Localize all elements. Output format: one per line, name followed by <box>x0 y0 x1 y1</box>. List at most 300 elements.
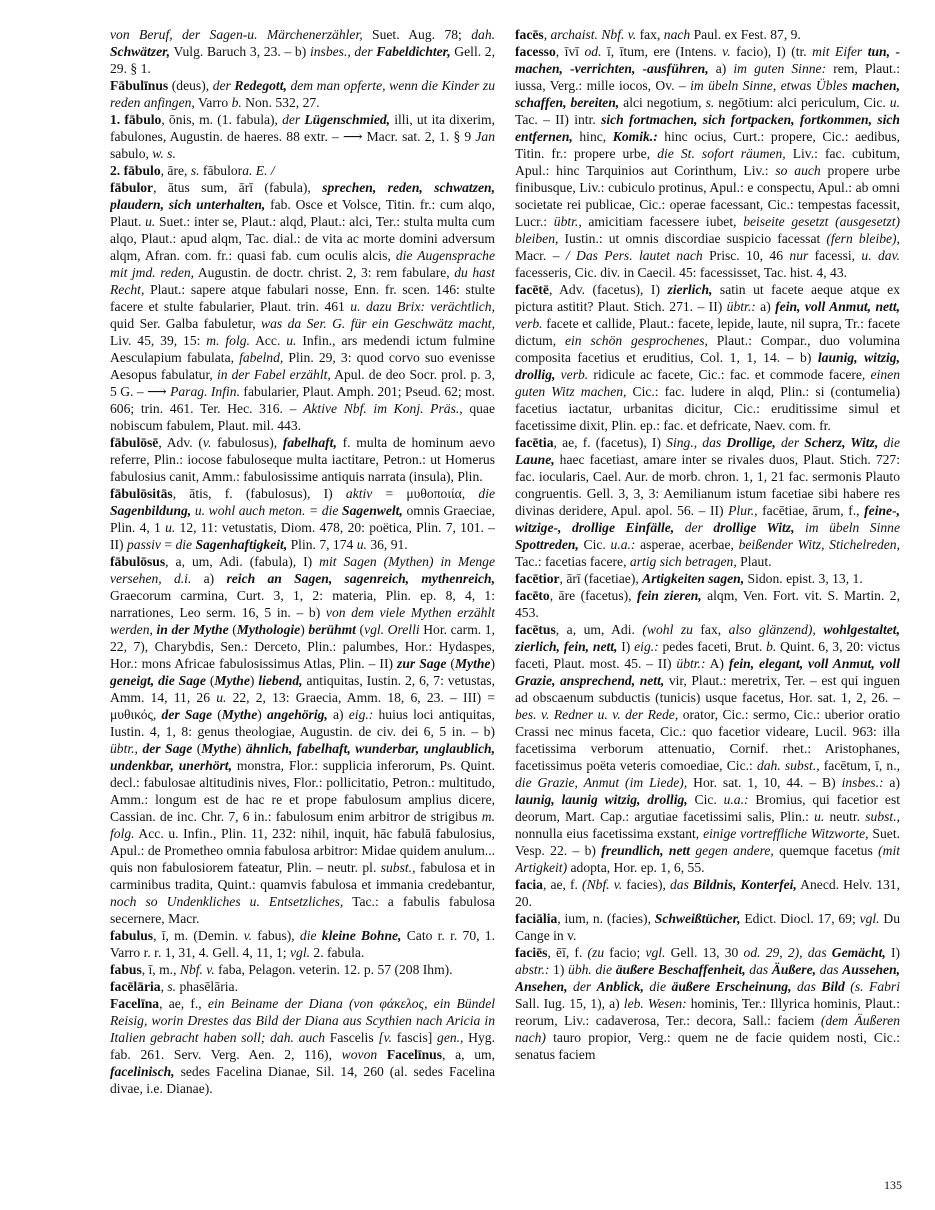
italic-text: der <box>775 435 805 450</box>
italic-text: das <box>745 962 772 977</box>
bold-italic-text: sprechen, reden, schwatzen, plaudern, sich unterhalten, <box>110 180 495 212</box>
text-run: Suet. Aug. 78; <box>362 27 472 42</box>
headword: faciēs <box>515 945 548 960</box>
bold-italic-text: berühmt <box>308 622 356 637</box>
text-run: 1) <box>549 962 569 977</box>
italic-text: (dem Äußeren nach) <box>515 1013 900 1045</box>
italic-text: u. <box>286 333 297 348</box>
bold-italic-text: ähnlich, fabelhaft, wunderbar, unglaublich, undenkbar, unerhört, <box>110 741 495 773</box>
text-run: Fascelis <box>325 1030 379 1045</box>
italic-text: verb. <box>555 367 589 382</box>
text-run: Graecorum carmina, Curt. 3, 1, 2: materia, Plin. ep. 8, 4, 1: narrationes, Leo serm. 16, 5 in. – b) <box>110 588 495 620</box>
bold-italic-text: Schweißtücher, <box>654 911 741 926</box>
italic-text: im übeln Sinne, etwas Übles <box>690 78 853 93</box>
bold-italic-text: facelinisch, <box>110 1064 175 1079</box>
italic-text: nach <box>663 27 691 42</box>
text-run: fab. Osce et Volsce, Titin. fr.: cum alqo, Plaut. <box>110 197 495 229</box>
italic-text: der <box>674 520 714 535</box>
italic-text: der <box>567 979 597 994</box>
text-run: a) <box>708 61 734 76</box>
text-run: fabus), <box>252 928 300 943</box>
bold-italic-text: Spottreden, <box>515 537 579 552</box>
italic-text: u.a.: <box>610 537 636 552</box>
text-run: I) <box>885 945 900 960</box>
italic-text: eig.: <box>634 639 659 654</box>
bold-italic-text: Schwätzer, <box>110 44 171 59</box>
bold-italic-text: Mythe <box>221 707 258 722</box>
text-run: , ātis, f. (fabulosus), I) <box>172 486 346 501</box>
italic-text: b. <box>766 639 777 654</box>
text-run: , āre (facetus), <box>549 588 637 603</box>
bold-italic-text: in der Mythe <box>152 622 229 637</box>
text-run: , ātus sum, ārī (fabula), <box>153 180 323 195</box>
italic-text: Parag. Infin. <box>170 384 240 399</box>
italic-text: u.a.: <box>723 792 749 807</box>
bold-italic-text: Lügenschmied, <box>304 112 391 127</box>
text-run: Prisc. 10, 46 <box>702 248 790 263</box>
italic-text: also glänzend), <box>728 622 816 637</box>
text-run: antiquitas, Iustin. 2, 6, 7: vetustas, Amm. 14, 11, 26 <box>110 673 495 705</box>
text-run: f. multa de hominum aevo referre, Plin.: iocose fabuloseque multa iactitare, Petron.: ut Homerus fabulosius canit, Amm.: fabulosissime antiquis narrata (insula), Plin. <box>110 435 495 484</box>
text-run: Sidon. epist. 3, 13, 1. <box>744 571 863 586</box>
italic-text: fabelnd, <box>239 350 284 365</box>
text-run: Bromius, qui facetior est deorum, Mart. Cap.: argutiae facetissimi salis, Plin.: <box>515 792 900 824</box>
text-run: , Adv. ( <box>158 435 203 450</box>
text-run: ridicule ac facete, Cic.: fac. et commode facere, <box>588 367 871 382</box>
text-run: facio), I) (tr. <box>730 44 813 59</box>
text-run: ( <box>212 707 222 722</box>
text-run: facessi, <box>808 248 862 263</box>
italic-text: abstr.: <box>515 962 550 977</box>
text-run: vir, Plaut.: meretrix, Ter. – est qui inguen ad obscaenum subductis (tunicis) usque facetus, Hor. sat. 1, 2, 26. – <box>515 673 900 705</box>
italic-text: u. <box>814 809 825 824</box>
italic-text: gegen andere, <box>690 843 774 858</box>
italic-text: so auch <box>775 163 821 178</box>
text-run: , ae, f. <box>542 877 583 892</box>
headword: Facelīnus <box>386 1047 442 1062</box>
text-run: , ae, f., <box>159 996 208 1011</box>
headword: 2. fābulo <box>110 163 161 178</box>
text-run: , <box>160 979 168 994</box>
text-run: facētiae, ārum, f., <box>757 503 865 518</box>
bold-italic-text: machen, schaffen, bereiten, <box>515 78 900 110</box>
text-run: hinc, <box>572 129 613 144</box>
italic-text: eig.: <box>348 707 374 722</box>
italic-text: beißender Witz, Stichelreden, <box>738 537 900 552</box>
italic-text: v. <box>202 435 212 450</box>
headword: facia <box>515 877 543 892</box>
bold-italic-text: sich fortmachen, sich fortpacken, fortkommen, sich entfernen, <box>515 112 900 144</box>
italic-text: bes. v. Redner u. v. der Rede, <box>515 707 679 722</box>
dictionary-entry <box>515 281 900 434</box>
text-run: ( <box>355 622 365 637</box>
text-run: fascis] <box>392 1030 438 1045</box>
italic-text: die St. sofort räumen, <box>657 146 786 161</box>
text-run: phasēlāria. <box>176 979 238 994</box>
headword: 1. fābulo <box>110 112 162 127</box>
bold-italic-text: Sagenbildung, <box>110 503 192 518</box>
italic-text: das <box>816 962 843 977</box>
text-run: a) <box>191 571 227 586</box>
bold-italic-text: Laune, <box>515 452 555 467</box>
italic-text: insbes., der <box>309 44 377 59</box>
italic-text: s. <box>190 163 200 178</box>
dictionary-entry <box>515 43 900 281</box>
italic-text: die Augensprache mit jmd. reden, <box>110 248 495 280</box>
italic-text: w. s. <box>152 146 176 161</box>
italic-text: / Das Pers. lautet nach <box>565 248 703 263</box>
text-run: fābulor <box>199 163 243 178</box>
italic-text: verb. <box>515 316 543 331</box>
headword: fābulōsē <box>110 435 159 450</box>
text-run: Hyg. fab. 261. Serv. Verg. Aen. 2, 116), <box>110 1030 495 1062</box>
italic-text: ein schön gesprochenes, <box>565 333 708 348</box>
text-run: ī, ītum, ere (Intens. <box>601 44 723 59</box>
text-run: Quint. 6, 3, 20: victus faceti, Plaut. most. 45. – II) <box>515 639 900 671</box>
italic-text: wovon <box>341 1047 378 1062</box>
italic-text: die <box>175 537 196 552</box>
text-run: ) <box>490 656 495 671</box>
text-run: monstra, Flor.: supplicia inferorum, Ps. Quint. decl.: fabulosae altitudinis nives, Flor.: pollicitatio, Petron.: multitudo, Amm.: longum est de hac re et prope fabulosum amplius dicere, Cassian. de inc. Chr. 7, 6 in.: fabulosum enim arbitror de strigibus <box>110 758 495 824</box>
text-run: facētum, ī, n., <box>819 758 900 773</box>
bold-italic-text: der Sage <box>137 741 193 756</box>
text-run: haec facetiast, amare inter se rivales duos, Plaut. Stich. 727: fac. iocularis, Cael. Aur. de morb. chron. 1, 1, 21 fac. sermonis Plauto congruentis. Gell. 3, 3, 3: Aemilianum istum facetiae sibi habere res divinas deridere, Apul. apol. 56. – II) <box>515 452 900 518</box>
italic-text: (zu <box>587 945 605 960</box>
italic-text: passiv <box>126 537 161 552</box>
dictionary-entry <box>515 570 900 587</box>
text-run: omnis Graeciae, Plin. 4, 1 <box>110 503 495 535</box>
bold-italic-text: Drollige, <box>726 435 776 450</box>
text-run: illi, ut ita dixerim, fabulones, Augustin. de haeres. 88 extr. – ⟶ Macr. sat. 2, 1. § 9 <box>110 112 495 144</box>
italic-text: das <box>791 979 822 994</box>
italic-text: der <box>212 78 235 93</box>
italic-text: Sing., das <box>666 435 727 450</box>
italic-text: von dem viele Mythen erzählt werden, <box>110 605 495 637</box>
bold-italic-text: angehörig, <box>267 707 328 722</box>
italic-text: die Grazie, Anmut (im Liede), <box>515 775 688 790</box>
text-run: Infin., ars medendi ictum fulmine Aesculapium fabulata, <box>110 333 495 365</box>
text-run: neutr. <box>824 809 866 824</box>
text-run: Apul. de deo Socr. prol. p. 3, 5 G. – ⟶ <box>110 367 495 399</box>
text-run: ) <box>300 622 309 637</box>
text-run <box>377 1047 387 1062</box>
italic-text: übtr.: <box>726 299 756 314</box>
left-column <box>110 26 495 1186</box>
text-run: ( <box>228 622 237 637</box>
dictionary-entry <box>515 587 900 621</box>
headword: fabulus <box>110 928 154 943</box>
italic-text: was da Ser. G. für ein Geschwätz macht, <box>261 316 495 331</box>
text-run: facio; <box>604 945 646 960</box>
dictionary-entry <box>110 927 495 961</box>
dictionary-entry <box>515 876 900 910</box>
text-run: ) <box>257 707 267 722</box>
text-run: Hor. sat. 1, 10, 44. – B) <box>687 775 842 790</box>
text-run: asperae, acerbae, <box>635 537 739 552</box>
headword: faciālia <box>515 911 558 926</box>
text-run: Cic.: fac. ludere in alqd, Plin.: si (contumelia) facetius iactatur, urbanitas dicitur, Cic.: eruditissime simul et facetissime dixit, Plin. ep.: fac. et defricate, Naev. com. fr. <box>515 384 900 433</box>
italic-text: u. <box>216 690 227 705</box>
text-run: quae nobiscum fabulem, Plaut. mil. 443. <box>110 401 495 433</box>
dictionary-entry <box>110 179 495 434</box>
dictionary-entry <box>515 621 900 876</box>
italic-text: mit Eifer <box>812 44 863 59</box>
text-run: faba, Pelagon. veterin. 12. p. 57 (208 Ihm). <box>214 962 453 977</box>
italic-text: die <box>299 928 322 943</box>
italic-text: der <box>282 112 305 127</box>
text-run: fax, <box>692 622 729 637</box>
text-run: , a, um, <box>442 1047 495 1062</box>
text-run: a) <box>883 775 900 790</box>
italic-text: dah. subst., <box>756 758 820 773</box>
text-run: , ī, m. (Demin. <box>153 928 244 943</box>
text-run: Plaut.: Compar., duo volumina composita facetius et eruditius, Col. 1, 1, 14. – b) <box>515 333 900 365</box>
bold-italic-text: drollige Witz, <box>713 520 795 535</box>
italic-text: übtr., <box>110 741 138 756</box>
headword: fabus <box>110 962 142 977</box>
bold-italic-text: Mythe <box>214 673 250 688</box>
text-run: (deus), <box>168 78 213 93</box>
text-run: = μυθοποιία, <box>372 486 479 501</box>
text-run: Non. 532, 27. <box>241 95 320 110</box>
italic-text: a. E. / <box>242 163 275 178</box>
italic-text: subst., <box>380 860 416 875</box>
text-run: 36, 91. <box>366 537 408 552</box>
bold-italic-text: Sagenwelt, <box>342 503 403 518</box>
italic-text: noch so Undenkliches u. Entsetzliches, <box>110 894 344 909</box>
text-run: Paul. ex Fest. 87, 9. <box>690 27 801 42</box>
text-run: , īvī <box>555 44 585 59</box>
bold-italic-text: äußere Erscheinung, <box>671 979 792 994</box>
dictionary-entry <box>110 111 495 162</box>
italic-text: übtr.: <box>676 656 706 671</box>
italic-text: leb. Wesen: <box>623 996 687 1011</box>
text-run: A) <box>705 656 729 671</box>
text-run: pedes faceti, Brut. <box>658 639 767 654</box>
text-run: negōtium: alci periculum, Cic. <box>714 95 890 110</box>
italic-text: subst., <box>865 809 900 824</box>
italic-text: beiseite gesetzt (ausgesetzt) bleiben, <box>515 214 900 246</box>
text-run: Plin. 29, 3: quod corvo suo evenisse Aesopus fabulatur, <box>110 350 495 382</box>
dictionary-entry <box>110 26 495 77</box>
text-run: a) <box>327 707 349 722</box>
bold-italic-text: Mythe <box>201 741 237 756</box>
dictionary-entry <box>110 553 495 927</box>
headword: fābulor <box>110 180 154 195</box>
text-run: Sall. Iug. 15, 1), a) <box>515 996 624 1011</box>
italic-text: aktiv <box>345 486 373 501</box>
text-run: Edict. Diocl. 17, 69; <box>740 911 860 926</box>
bold-italic-text: Sagenhaftigkeit, <box>195 537 288 552</box>
italic-text: Jan <box>475 129 495 144</box>
italic-text: mit Sagen (Mythen) in Menge versehen, d.i. <box>110 554 495 586</box>
italic-text: vgl. <box>289 945 310 960</box>
dictionary-entry <box>110 995 495 1097</box>
text-run: Varro <box>194 95 232 110</box>
text-run: fabulosa et in carminibus tradita, Quint.: quamvis fabulosa et immania credebantur, <box>110 860 495 892</box>
text-run: tauro propior, Verg.: quem ne de facie quidem nosti, Cic.: senatus faciem <box>515 1030 900 1062</box>
dictionary-entry <box>110 77 495 111</box>
bold-italic-text: Mythe <box>454 656 491 671</box>
text-run: , Adv. (facetus), I) <box>548 282 668 297</box>
headword: facēs <box>515 27 544 42</box>
headword: facētior <box>515 571 560 586</box>
text-run: Plaut.: sapere atque fabulari nosse, Enn. fr. scen. 146: stulte facere et stulte fabularier, Plaut. trin. 461 <box>110 282 495 314</box>
italic-text: u. dav. <box>861 248 900 263</box>
text-run: hinc ocius, Curt.: propere, Cic.: aedibus, Titin. fr.: propere urbe, <box>515 129 900 161</box>
text-run: Cic. <box>687 792 724 807</box>
dictionary-entry <box>515 26 900 43</box>
italic-text: du hast Recht, <box>110 265 495 297</box>
text-run: sedes Facelina Dianae, Sil. 14, 260 (al. sedes Facelina divae, i.e. Dianae). <box>110 1064 495 1096</box>
text-run: Liv.: fac. cubitum, Apul.: hinc Tarquinios aut Corinthum, Liv.: <box>515 146 900 178</box>
italic-text: (fern bleibe), <box>826 231 900 246</box>
headword: facēto <box>515 588 550 603</box>
headword: facētus <box>515 622 556 637</box>
text-run: Vulg. Baruch 3, 23. – b) <box>170 44 310 59</box>
text-run: ) <box>249 673 259 688</box>
text-run: quemque facetus <box>773 843 879 858</box>
bold-italic-text: der Sage <box>161 707 213 722</box>
text-run: , a, um, Adi. (fabula), I) <box>165 554 320 569</box>
italic-text: od. <box>584 44 602 59</box>
text-run: Suet.: inter se, Plaut.: alqd, Plaut.: alci, Ter.: stulta multa cum alqo, Plaut.: apud alqm, Tac. dial.: de vita ac morte domini adversum alqm, Afran. com. fr.: quasi fab. cum oculis alcis, <box>110 214 495 263</box>
text-run: , <box>543 27 551 42</box>
italic-text: nur <box>789 248 809 263</box>
page-number: 135 <box>884 1178 902 1192</box>
bold-italic-text: Gemächt, <box>831 945 886 960</box>
text-run: , ī, m., <box>141 962 180 977</box>
italic-text: m. folg. <box>110 809 495 841</box>
italic-text: s. <box>167 979 177 994</box>
italic-text: Aktive Nbf. im Konj. Präs., <box>303 401 463 416</box>
text-run: Tac. – II) intr. <box>515 112 602 127</box>
text-run: facete et callide, Plaut.: facete, lepide, laute, nil supra, Tr.: facete dictum, <box>515 316 900 348</box>
text-run: adopta, Hor. ep. 1, 6, 55. <box>567 860 705 875</box>
dictionary-entry <box>515 910 900 944</box>
text-run: ( <box>446 656 455 671</box>
text-run: Anecd. Helv. 131, 20. <box>515 877 900 909</box>
text-run: orator, Cic.: sermo, Cic.: uberior oratio Crassi nec minus faceta, Cic.: quo facetior videare, Lucil. 963: illa facetissima verborum attenuatio, Cornif. rhet.: Aristophanes, facetissimus poëta veteris comoediae, Cic.: <box>515 707 900 773</box>
dictionary-entry <box>110 978 495 995</box>
text-run: Suet. Vesp. 22. – b) <box>515 826 900 858</box>
text-run: Cato r. r. 70, 1. Varro r. r. 1, 31, 4. Gell. 4, 11, 1; <box>110 928 495 960</box>
text-run: , ium, n. (facies), <box>557 911 655 926</box>
bold-italic-text: Mythologie <box>236 622 301 637</box>
italic-text: u. dazu Brix: verächtlich, <box>350 299 495 314</box>
text-run: ( <box>205 673 215 688</box>
headword: fābulōsitās <box>110 486 173 501</box>
text-run: Tac.: a fabulis fabulosa secernere, Macr. <box>110 894 495 926</box>
italic-text: archaist. Nbf. v. <box>550 27 637 42</box>
italic-text: Plur., <box>728 503 758 518</box>
bold-italic-text: zierlich, <box>667 282 713 297</box>
italic-text: vgl. Orelli <box>364 622 420 637</box>
italic-text: einen guten Witz machen, <box>515 367 900 399</box>
italic-text: in der Fabel erzählt, <box>216 367 331 382</box>
text-run: , a, um, Adi. <box>555 622 643 637</box>
text-run: Plin. 7, 174 <box>287 537 357 552</box>
dictionary-entry <box>110 162 495 179</box>
bold-italic-text: launig, launig witzig, drollig, <box>515 792 688 807</box>
bold-italic-text: reich an Sagen, sagenreich, mythenreich, <box>226 571 495 586</box>
headword: Facelīna <box>110 996 160 1011</box>
text-run: Liv. 45, 39, 15: <box>110 333 207 348</box>
text-run: fabulosus), <box>211 435 283 450</box>
text-run: Cic. <box>578 537 611 552</box>
text-run: Macr. – <box>515 248 566 263</box>
text-run: rem, Plaut.: iussa, Verg.: mille iocos, Ov. – <box>515 61 900 93</box>
bold-italic-text: launig, witzig, drollig, <box>515 350 900 382</box>
text-run: amicitiam facessere iubet, <box>581 214 744 229</box>
bold-italic-text: Bildnis, Konterfei, <box>693 877 797 892</box>
text-run: ( <box>192 741 202 756</box>
italic-text: v. <box>722 44 731 59</box>
bold-italic-text: Aussehen, Ansehen, <box>515 962 900 994</box>
italic-text: vgl. <box>645 945 666 960</box>
text-run: nonnulla eius facetissima exstant, <box>515 826 704 841</box>
text-run: 12, 11: vetustatis, Diom. 478, 20: poëtica, Plin. 7, 101. – II) <box>110 520 495 552</box>
text-run: a) <box>755 299 776 314</box>
bold-italic-text: tun, -machen, -verrichten, -ausführen, <box>515 44 900 76</box>
text-run: facesseris, Cic. div. in Caecil. 45: facessisset, Tac. hist. 4, 43. <box>515 265 848 280</box>
right-column <box>515 26 900 1186</box>
italic-text: artig sich betragen, <box>629 554 737 569</box>
bold-italic-text: Scherz, Witz, <box>804 435 879 450</box>
text-run: I) <box>617 639 635 654</box>
text-run: , ārī (facetiae), <box>559 571 643 586</box>
text-run: alqm, Ven. Fort. vit. S. Martin. 2, 453. <box>515 588 900 620</box>
italic-text: übh. die <box>568 962 616 977</box>
text-run: , ōnis, m. (1. fabula), <box>161 112 283 127</box>
text-run: Hor. carm. 1, 22, 7), Charybdis, Sen.: Derceto, Plin.: palumbes, Hor.: Hydaspes, Hor.: mons Africae fabulosissimus Atlas, Plin. – II) <box>110 622 495 671</box>
text-run: satin ut facete aeque atque ex pictura astitit? Plaut. Stich. 271. – II) <box>515 282 900 314</box>
italic-text: gen., <box>437 1030 464 1045</box>
bold-italic-text: fein zieren, <box>636 588 702 603</box>
text-run: Plaut. <box>736 554 772 569</box>
italic-text: dah. <box>471 27 495 42</box>
bold-italic-text: kleine Bohne, <box>321 928 402 943</box>
italic-text: [v. <box>378 1030 393 1045</box>
italic-text: u. <box>889 95 900 110</box>
bold-italic-text: Fabeldichter, <box>376 44 451 59</box>
italic-text: im guten Sinne: <box>733 61 827 76</box>
italic-text: das <box>670 877 693 892</box>
italic-text: u. <box>356 537 367 552</box>
italic-text: einige vortreffliche Witzworte, <box>703 826 869 841</box>
text-run: ) <box>236 741 246 756</box>
text-run: huius loci antiquitas, Iustin. 4, 1, 8: genus theologiae, Augustin. de civ. dei 6, 5 in. – b) <box>110 707 495 739</box>
italic-text: od. 29, 2), das <box>743 945 832 960</box>
italic-text: im übeln Sinne <box>794 520 900 535</box>
text-run: quid Ser. Galba fabuletur, <box>110 316 262 331</box>
italic-text: dem man opferte, wenn die Kinder zu reden anfingen, <box>110 78 495 110</box>
bold-italic-text: feine-, witzige-, drollige Einfälle, <box>515 503 900 535</box>
italic-text: (mit Artigkeit) <box>515 843 900 875</box>
bold-italic-text: liebend, <box>258 673 303 688</box>
italic-text: (Nbf. v. <box>582 877 623 892</box>
italic-text: (wohl zu <box>642 622 693 637</box>
text-run: 22, 2, 13: Graecia, Amm. 18, 6, 23. – III) = μυθικός, <box>110 690 495 722</box>
italic-text: u. <box>145 214 156 229</box>
text-run: fabularier, Plaut. Amph. 201; Pseud. 62; most. 606; trin. 461. Ter. Hec. 316. – <box>110 384 495 416</box>
bold-italic-text: fein, elegant, voll Anmut, voll Grazie, ansprechend, nett, <box>515 656 900 688</box>
headword: Fābulīnus <box>110 78 169 93</box>
dictionary-entry <box>110 434 495 485</box>
italic-text: die <box>643 979 672 994</box>
italic-text: b. <box>231 95 242 110</box>
text-run: facies), <box>622 877 670 892</box>
